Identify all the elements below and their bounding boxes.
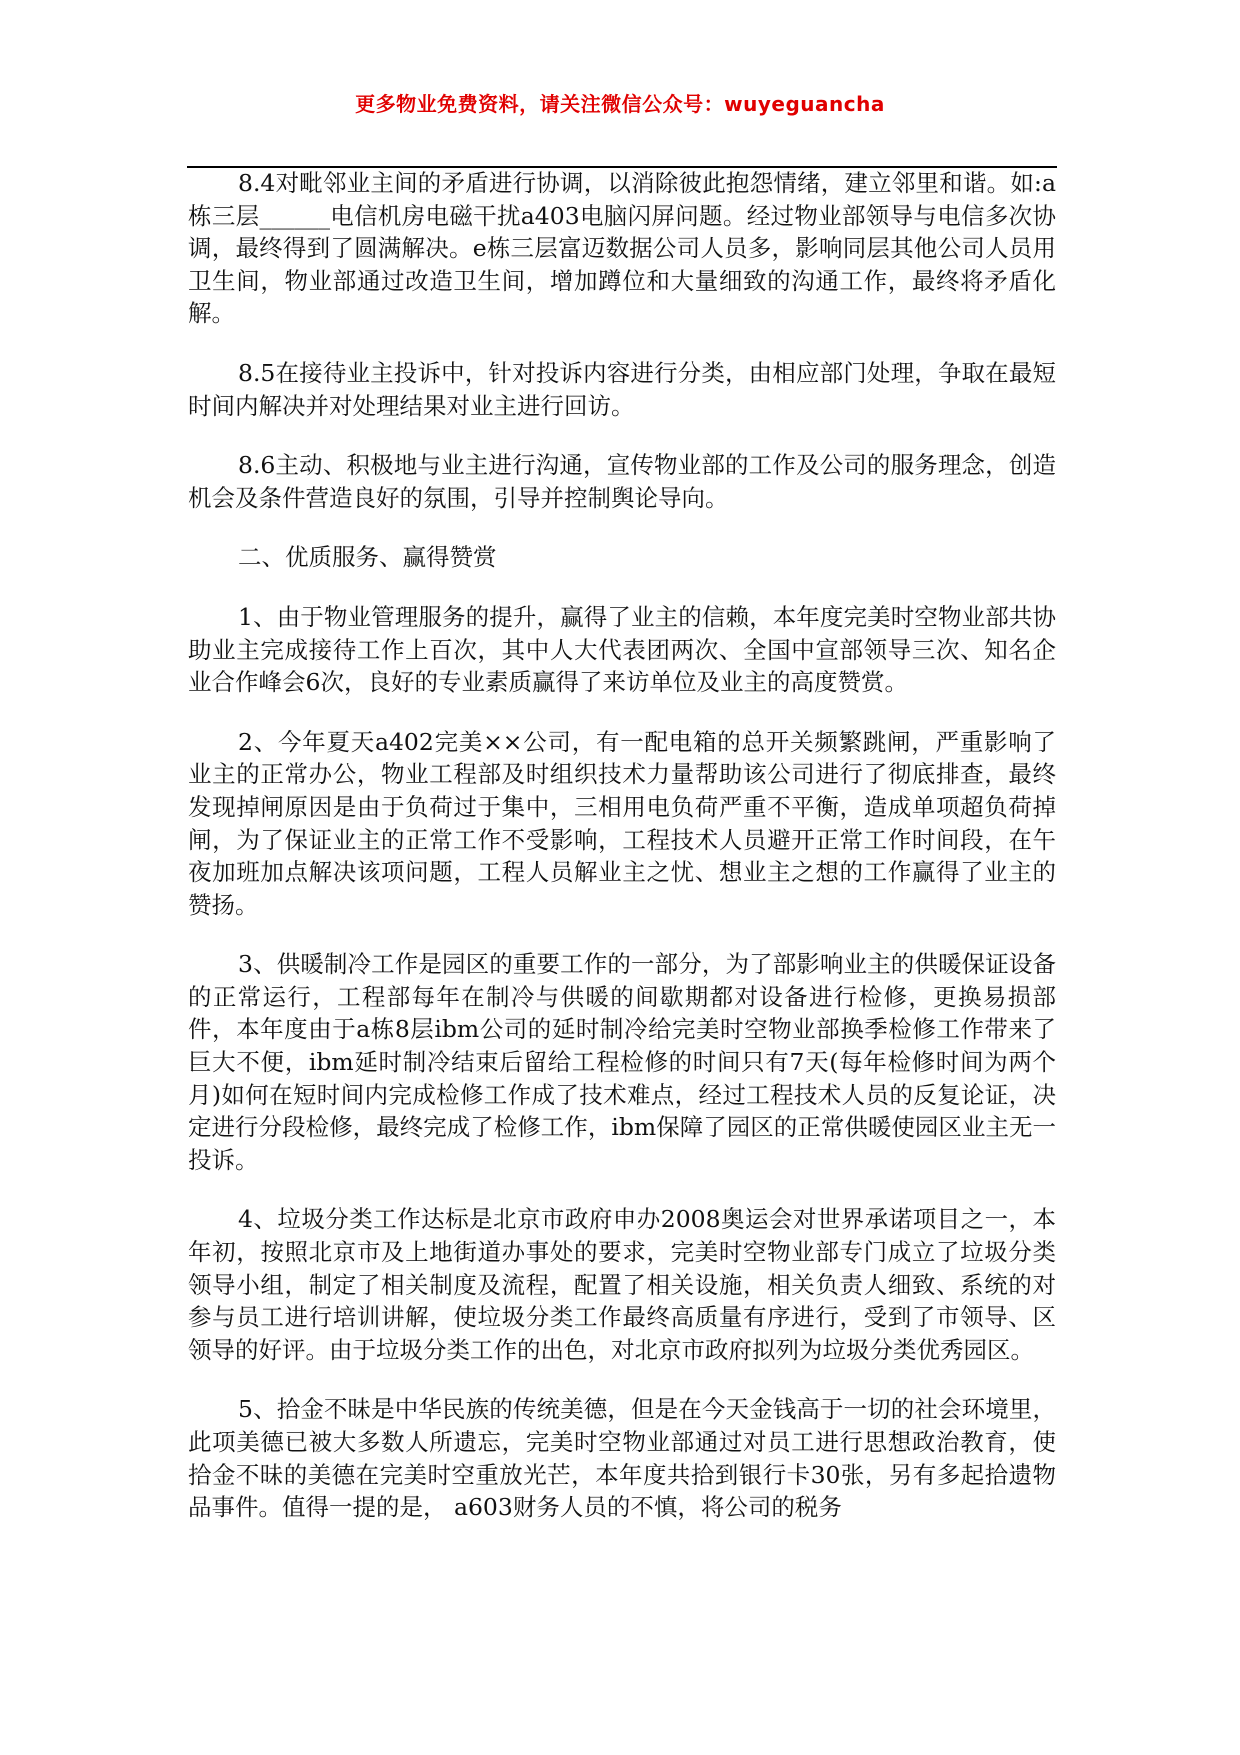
paragraph-item-1: 1、由于物业管理服务的提升，赢得了业主的信赖，本年度完美时空物业部共协助业主完成接待工作上百次，其中人大代表团两次、全国中宣部领导三次、知名企业合作峰会6次，良好的专业素质赢得了来访单位及业主的高度赞赏。: [188, 602, 1056, 697]
paragraph-8-6: 8.6主动、积极地与业主进行沟通，宣传物业部的工作及公司的服务理念，创造机会及条件营造良好的氛围，引导并控制舆论导向。: [188, 451, 1056, 512]
document-body: [188, 167, 1056, 1551]
header-notice: 更多物业免费资料，请关注微信公众号：wuyeguancha: [355, 92, 885, 116]
section-heading: 二、优质服务、赢得赞赏: [238, 543, 497, 572]
paragraph-item-3: 3、供暖制冷工作是园区的重要工作的一部分，为了部影响业主的供暖保证设备的正常运行，工程部每年在制冷与供暖的间歇期都对设备进行检修，更换易损部件，本年度由于a栋8层ibm公司的延时制冷给完美时空物业部换季检修工作带来了巨大不便，ibm延时制冷结束后留给工程检修的时间只有7天(每年检修时间为两个月)如何在短时间内完成检修工作成了技术难点，经过工程技术人员的反复论证，决定进行分段检修，最终完成了检修工作，ibm保障了园区的正常供暖使园区业主无一投诉。: [188, 950, 1056, 1174]
paragraph-item-5: 5、拾金不昧是中华民族的传统美德，但是在今天金钱高于一切的社会环境里，此项美德已被大多数人所遗忘，完美时空物业部通过对员工进行思想政治教育，使拾金不昧的美德在完美时空重放光芒，本年度共拾到银行卡30张，另有多起拾遗物品事件。值得一提的是， a603财务人员的不慎，将公司的税务: [188, 1395, 1056, 1522]
paragraph-item-4: 4、垃圾分类工作达标是北京市政府申办2008奥运会对世界承诺项目之一，本年初，按照北京市及上地街道办事处的要求，完美时空物业部专门成立了垃圾分类领导小组，制定了相关制度及流程，配置了相关设施，相关负责人细致、系统的对参与员工进行培训讲解，使垃圾分类工作最终高质量有序进行，受到了市领导、区领导的好评。由于垃圾分类工作的出色，对北京市政府拟列为垃圾分类优秀园区。: [188, 1205, 1056, 1364]
paragraph-8-5: 8.5在接待业主投诉中，针对投诉内容进行分类，由相应部门处理，争取在最短时间内解决并对处理结果对业主进行回访。: [188, 358, 1056, 420]
paragraph-8-4: 8.4对毗邻业主间的矛盾进行协调，以消除彼此抱怨情绪，建立邻里和谐。如:a栋三层______电信机房电磁干扰a403电脑闪屏问题。经过物业部领导与电信多次协调，最终得到了圆满解决。e栋三层富迈数据公司人员多，影响同层其他公司人员用卫生间，物业部通过改造卫生间，增加蹲位和大量细致的沟通工作，最终将矛盾化解。: [188, 169, 1056, 328]
paragraph-item-2: 2、今年夏天a402完美××公司，有一配电箱的总开关频繁跳闸，严重影响了业主的正常办公，物业工程部及时组织技术力量帮助该公司进行了彻底排查，最终发现掉闸原因是由于负荷过于集中，三相用电负荷严重不平衡，造成单项超负荷掉闸，为了保证业主的正常工作不受影响，工程技术人员避开正常工作时间段，在午夜加班加点解决该项问题，工程人员解业主之忧、想业主之想的工作赢得了业主的赞扬。: [188, 727, 1056, 919]
